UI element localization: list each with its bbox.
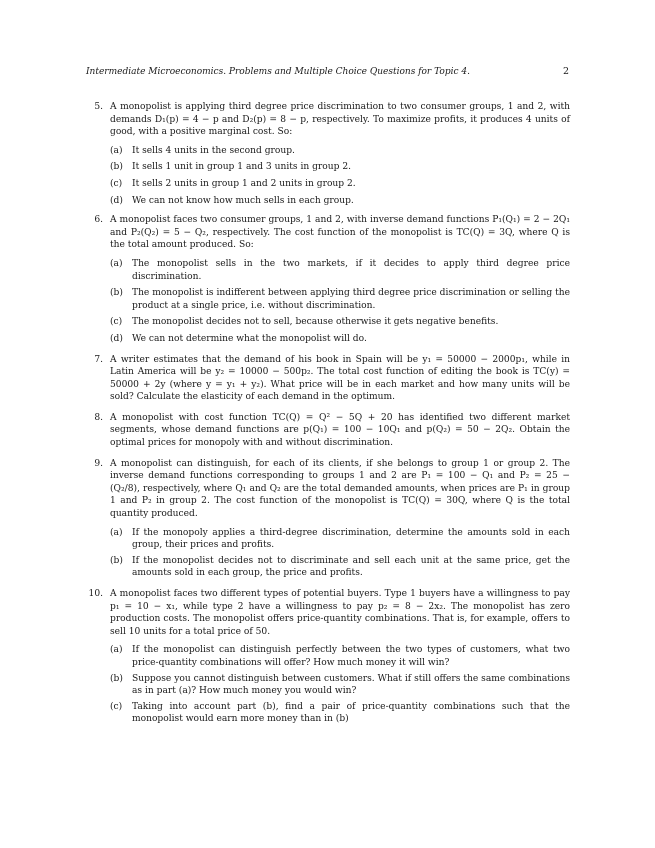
option-label: (a) <box>110 258 123 269</box>
question-text: A monopolist faces two different types of potential buyers. Type 1 buyers have a willingness to pay p₁ = 10 − x₁, while type 2 have a willingness to pay p₂ = 8 − 2x₂. The monopolist has zero production costs. The monopolist offers price-quantity combinations. That is, for example, offers to sell 10 units for a total price of 50. <box>110 589 570 637</box>
option-text: If the monopoly applies a third-degree discrimination, determine the amounts sold in each group, their prices and profits. <box>132 527 570 551</box>
option-label: (b) <box>110 555 123 566</box>
question-number: 5. <box>94 102 103 112</box>
option-list <box>110 258 570 346</box>
option-text: The monopolist sells in the two markets, if it decides to apply third degree price discrimination. <box>132 258 570 282</box>
option-text: We can not know how much sells in each group. <box>132 195 354 206</box>
problem-list <box>86 101 570 734</box>
option-text: Taking into account part (b), find a pair of price-quantity combinations such that the monopolist would earn more money than in (b) <box>132 701 570 725</box>
question-9 <box>86 458 570 580</box>
option-label: (b) <box>110 162 123 173</box>
question-5 <box>86 101 570 207</box>
question-8 <box>86 412 570 450</box>
option-list <box>110 527 570 580</box>
option-text: We can not determine what the monopolist will do. <box>132 333 367 344</box>
question-text: A monopolist with cost function TC(Q) = Q² − 5Q + 20 has identified two different market segments, whose demand functions are p(Q₁) = 100 − 10Q₁ and p(Q₂) = 50 − 2Q₂. Obtain the optimal prices for monopoly with and without discrimination. <box>110 412 570 449</box>
option-item <box>110 145 570 158</box>
question-number: 9. <box>94 458 103 469</box>
option-item <box>110 287 570 312</box>
option-list <box>110 644 570 726</box>
option-label: (b) <box>110 673 123 684</box>
option-label: (c) <box>110 178 123 189</box>
page-number: 2 <box>563 66 570 77</box>
option-item <box>110 673 570 698</box>
option-label: (d) <box>110 195 123 206</box>
option-text: The monopolist decides not to sell, because otherwise it gets negative benefits. <box>132 317 499 328</box>
question-number: 8. <box>94 412 103 423</box>
question-number: 7. <box>94 354 103 365</box>
option-item <box>110 195 570 208</box>
question-6 <box>86 214 570 345</box>
question-text: A monopolist faces two consumer groups, 1 and 2, with inverse demand functions P₁(Q₁) = 2 − 2Q₁ and P₂(Q₂) = 5 − Q₂, respectively. The cost function of the monopolist is TC(Q) = 3Q, where Q is the total amount produced. So: <box>110 215 570 251</box>
question-7 <box>86 354 570 404</box>
option-label: (b) <box>110 288 123 299</box>
option-item <box>110 178 570 191</box>
option-item <box>110 316 570 329</box>
question-number: 6. <box>94 215 103 226</box>
question-text: A monopolist can distinguish, for each of its clients, if she belongs to group 1 or group 2. The inverse demand functions corresponding to groups 1 and 2 are P₁ = 100 − Q₁ and P₂ = 25 − (Q₂/8), respectively, where Q₁ and Q₂ are the total demanded amounts, when prices are P₁ in group 1 and P₂ in group 2. The cost function of the monopolist is TC(Q) = 30Q, where Q is the total quantity produced. <box>110 458 570 520</box>
question-number: 10. <box>88 589 103 599</box>
option-item <box>110 555 570 580</box>
option-label: (a) <box>110 527 123 538</box>
option-item <box>110 701 570 726</box>
question-10 <box>86 588 570 726</box>
option-item <box>110 161 570 174</box>
option-label: (a) <box>110 645 123 656</box>
question-text: A writer estimates that the demand of his book in Spain will be y₁ = 50000 − 2000p₁, while in Latin America will be y₂ = 10000 − 500p₂. The total cost function of editing the book is TC(y) = 50000 + 2y (where y = y₁ + y₂). What price will be in each market and how many units will be sold? Calculate the elasticity of each demand in the optimum. <box>110 354 570 403</box>
option-label: (d) <box>110 333 123 344</box>
running-header: Intermediate Microeconomics. Problems and Multiple Choice Questions for Topic 4. <box>86 67 470 77</box>
option-label: (a) <box>110 145 123 156</box>
option-item <box>110 527 570 552</box>
option-label: (c) <box>110 317 123 328</box>
option-text: It sells 2 units in group 1 and 2 units in group 2. <box>132 178 356 189</box>
option-item <box>110 258 570 283</box>
option-text: The monopolist is indifferent between applying third degree price discrimination or selling the product at a single price, i.e. without discrimination. <box>132 288 570 311</box>
option-text: It sells 1 unit in group 1 and 3 units in group 2. <box>132 162 351 173</box>
option-list <box>110 145 570 207</box>
option-text: If the monopolist can distinguish perfectly between the two types of customers, what two price-quantity combinations will offer? How much money it will win? <box>132 645 570 668</box>
option-text: If the monopolist decides not to discriminate and sell each unit at the same price, get the amounts sold in each group, the price and profits. <box>132 555 570 579</box>
option-label: (c) <box>110 701 123 712</box>
option-text: Suppose you cannot distinguish between customers. What if still offers the same combinations as in part (a)? How much money you would win? <box>132 673 570 697</box>
option-item <box>110 644 570 669</box>
question-text: A monopolist is applying third degree price discrimination to two consumer groups, 1 and 2, with demands D₁(p) = 4 − p and D₂(p) = 8 − p, respectively. To maximize profits, it produces 4 units of good, with a positive marginal cost. So: <box>110 102 570 138</box>
option-item <box>110 333 570 346</box>
option-text: It sells 4 units in the second group. <box>132 145 295 156</box>
